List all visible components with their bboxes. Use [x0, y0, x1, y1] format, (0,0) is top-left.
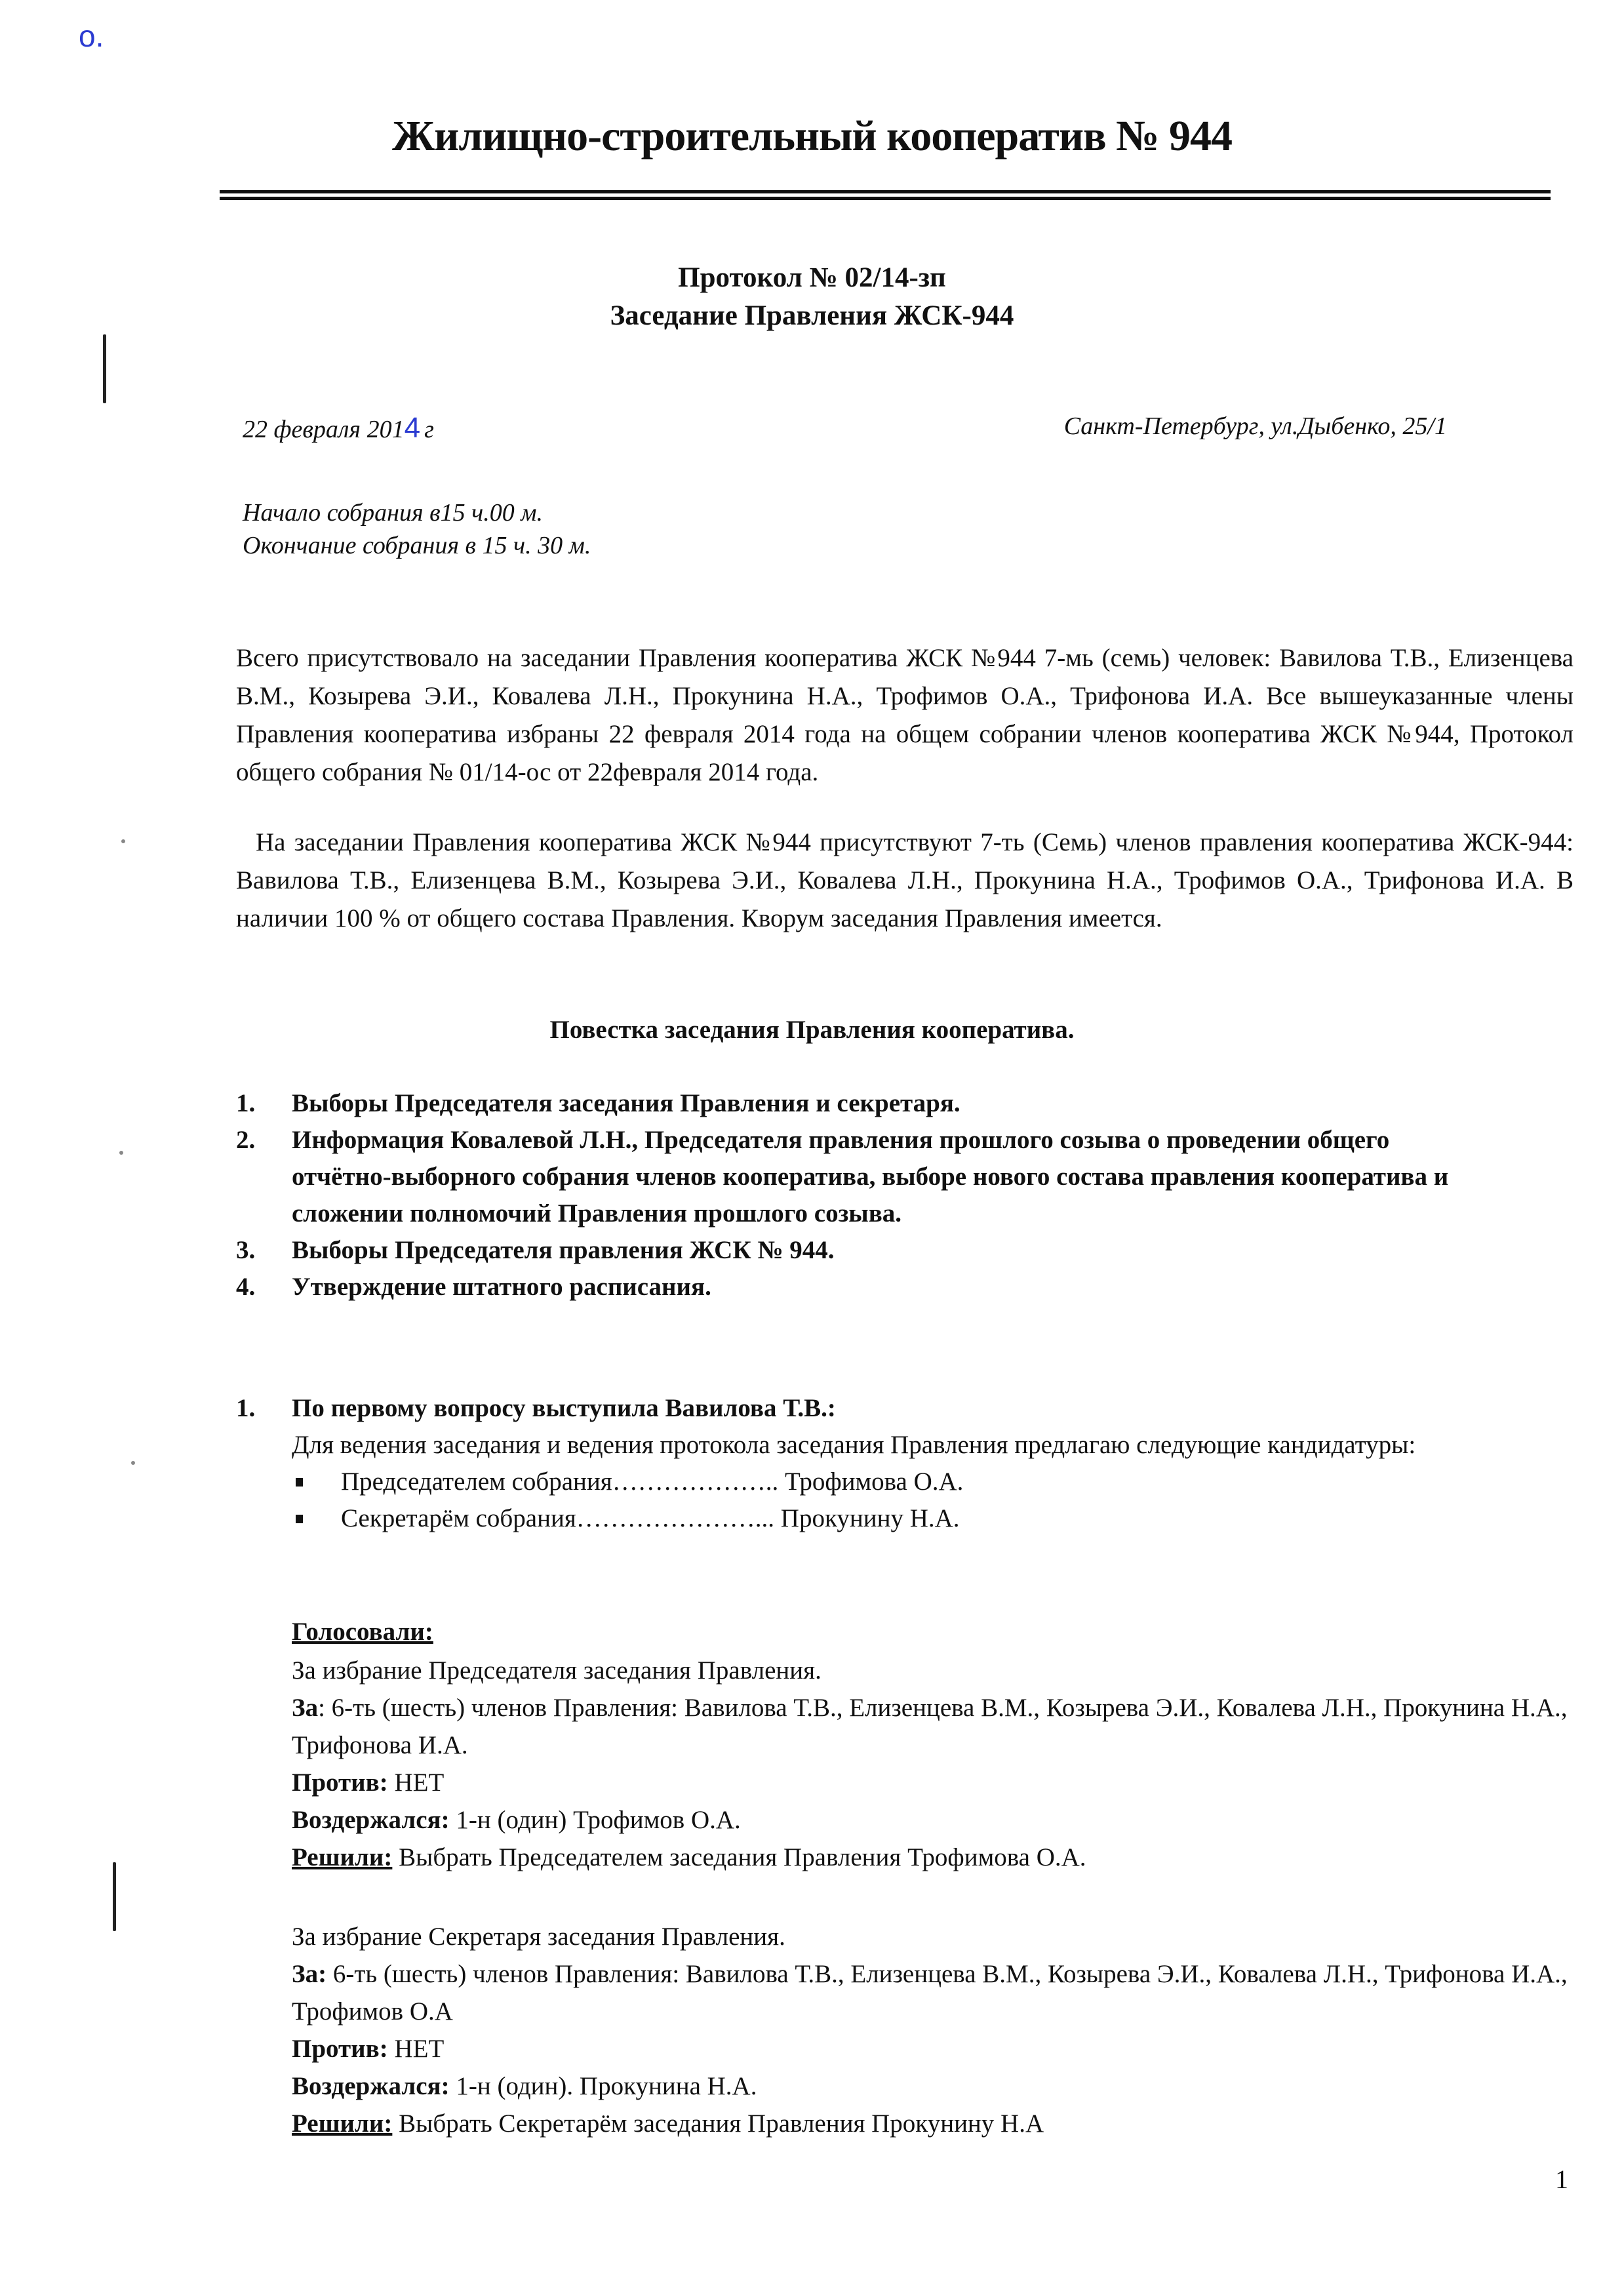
agenda-item: 1. Выборы Председателя заседания Правления и секретаря.	[236, 1089, 961, 1117]
vote-for: За: 6-ть (шесть) членов Правления: Вавилова Т.В., Елизенцева В.М., Козырева Э.И., Ковалева Л.Н., Прокунина Н.А., Трифонова И.А.	[292, 1694, 1568, 1759]
question-1-section	[236, 1390, 1587, 1537]
page-number: 1	[1555, 2165, 1568, 2194]
protocol-number: Протокол № 02/14-зп	[678, 262, 946, 293]
agenda-item: 2. Информация Ковалевой Л.Н., Председателя правления прошлого созыва о проведении общего отчётно-выборного собрания членов кооператива, выборе нового состава правления кооператива и сложении полномочий Правления прошлого созыва.	[236, 1126, 1449, 1227]
vote-decision: Решили: Выбрать Секретарём заседания Правления Прокунину Н.А	[292, 2109, 1044, 2138]
candidate-item: Секретарём собрания…………………... Прокунину Н.А.	[292, 1500, 1587, 1537]
handwritten-mark: о.	[79, 19, 104, 53]
scan-speck	[131, 1461, 135, 1465]
vote-block-secretary	[292, 1918, 1577, 2142]
voted-label: Голосовали:	[292, 1618, 433, 1646]
vote-against: Против: НЕТ	[292, 1768, 445, 1797]
vote-against: Против: НЕТ	[292, 2035, 445, 2063]
vote-subject: За избрание Председателя заседания Правления.	[292, 1656, 822, 1685]
vote-abstained: Воздержался: 1-н (один) Трофимов О.А.	[292, 1806, 741, 1834]
handwritten-year-digit: 4	[404, 412, 421, 444]
scan-speck	[119, 1151, 123, 1155]
vote-subject: За избрание Секретаря заседания Правления.	[292, 1923, 785, 1951]
vote-decision: Решили: Выбрать Председателем заседания Правления Трофимова О.А.	[292, 1843, 1086, 1871]
scan-speck	[121, 839, 125, 843]
attendance-paragraph: Всего присутствовало на заседании Правления кооператива ЖСК №944 7-мь (семь) человек: Вавилова Т.В., Елизенцева В.М., Козырева Э.И., Ковалева Л.Н., Прокунина Н.А., Трофимов О.А., Трифонова И.А. Все вышеуказанные члены Правления кооператива избраны 22 февраля 2014 года на общем собрании членов кооператива ЖСК №944, Протокол общего собрания № 01/14-ос от 22февраля 2014 года.	[236, 644, 1574, 786]
header-rule-top	[220, 190, 1551, 193]
vote-abstained: Воздержался: 1-н (один). Прокунина Н.А.	[292, 2072, 757, 2100]
header-rule-bottom	[220, 197, 1551, 200]
vote-block-chair	[292, 1613, 1577, 1876]
margin-mark	[113, 1862, 116, 1931]
margin-mark	[103, 334, 106, 403]
meeting-title: Заседание Правления ЖСК-944	[610, 300, 1014, 331]
agenda-item: 4. Утверждение штатного расписания.	[236, 1273, 711, 1301]
protocol-title	[0, 259, 1624, 335]
question-1-heading: 1. По первому вопросу выступила Вавилова Т.В.:	[236, 1394, 836, 1422]
agenda-item: 3. Выборы Председателя правления ЖСК № 944.	[236, 1236, 835, 1264]
question-1-proposal: Для ведения заседания и ведения протокола заседания Правления предлагаю следующие кандидатуры:	[292, 1431, 1416, 1459]
agenda-list	[236, 1085, 1482, 1306]
agenda-title: Повестка заседания Правления кооператива.	[549, 1016, 1075, 1044]
organization-title: Жилищно-строительный кооператив № 944	[392, 112, 1232, 160]
meeting-end-time: Окончание собрания в 15 ч. 30 м.	[243, 532, 591, 559]
vote-for: За: 6-ть (шесть) членов Правления: Вавилова Т.В., Елизенцева В.М., Козырева Э.И., Ковалева Л.Н., Трифонова И.А., Трофимов О.А	[292, 1960, 1568, 2026]
candidate-list	[236, 1464, 1587, 1537]
meeting-date: 22 февраля 2014 г	[243, 412, 434, 444]
meeting-location: Санкт-Петербург, ул.Дыбенко, 25/1	[1063, 412, 1447, 440]
candidate-item: Председателем собрания……………….. Трофимова О.А.	[292, 1464, 1587, 1500]
meeting-start-time: Начало собрания в15 ч.00 м.	[243, 499, 544, 527]
quorum-paragraph: На заседании Правления кооператива ЖСК №944 присутствуют 7-ть (Семь) членов правления кооператива ЖСК-944: Вавилова Т.В., Елизенцева В.М., Козырева Э.И., Ковалева Л.Н., Прокунина Н.А., Трофимов О.А., Трифонова И.А. В наличии 100 % от общего состава Правления. Кворум заседания Правления имеется.	[236, 828, 1574, 932]
